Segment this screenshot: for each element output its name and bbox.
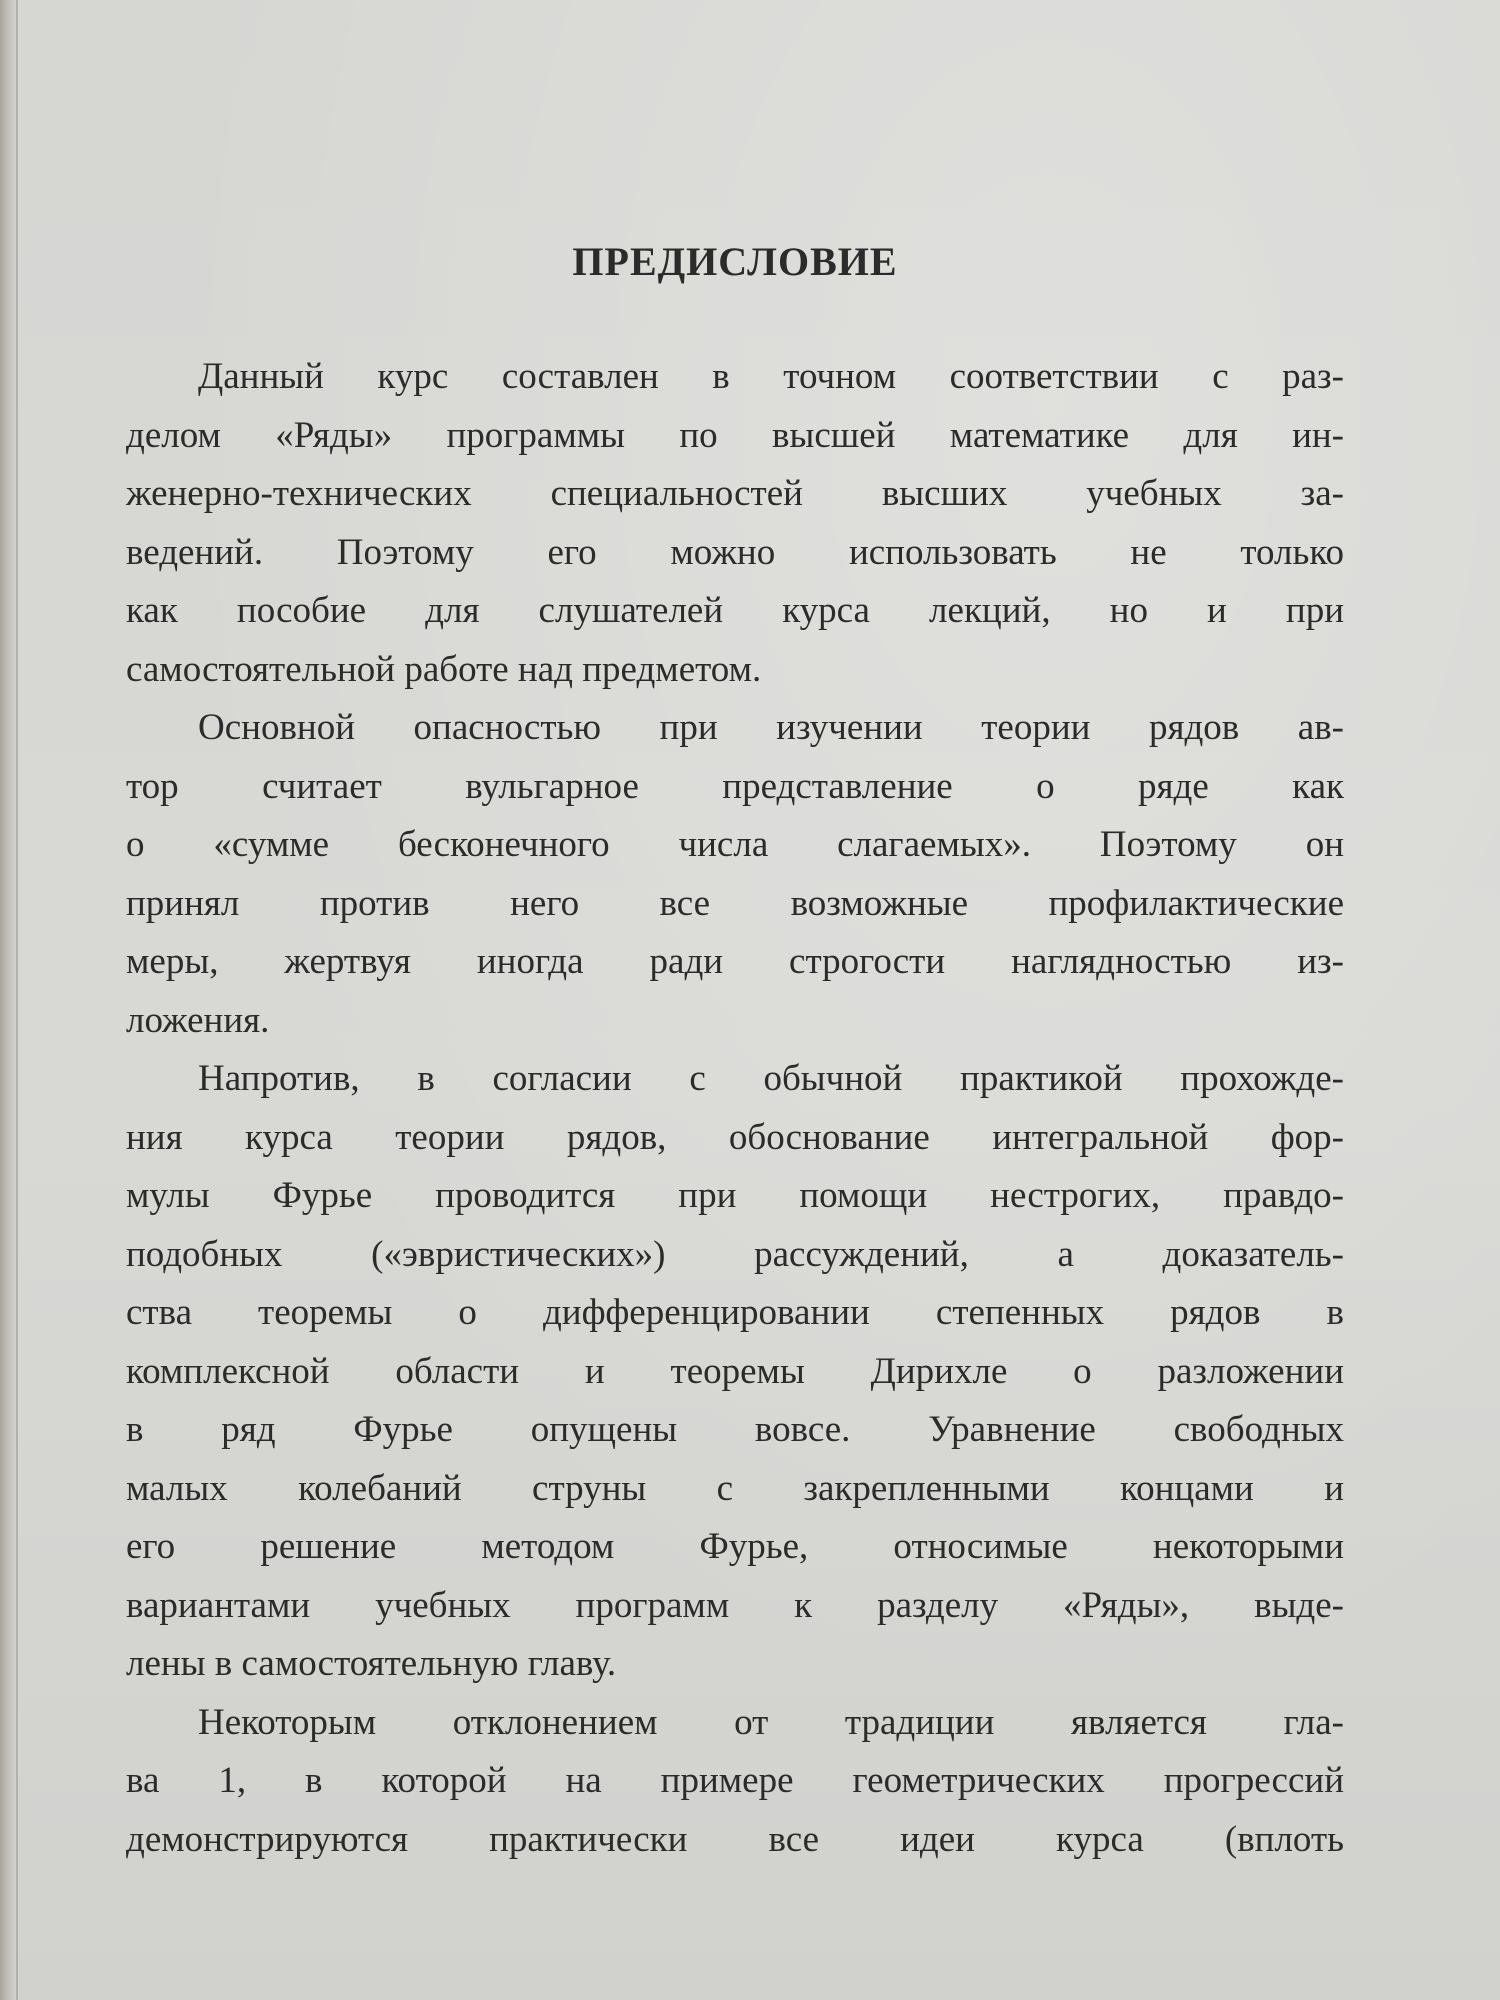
page-text-block: [126, 240, 1344, 1869]
paragraph-4: [126, 1694, 1344, 1870]
paragraph-3: [126, 1050, 1344, 1694]
text-line: демонстрируются практически все идеи курса (вплоть: [126, 1818, 1344, 1860]
text-line: ведений. Поэтому его можно использовать не только: [126, 531, 1344, 573]
text-line: Напротив, в согласии с обычной практикой прохожде-: [198, 1058, 1344, 1099]
paragraph-2: [126, 699, 1344, 1050]
page-title: ПРЕДИСЛОВИЕ: [572, 239, 898, 284]
text-line: ложения.: [126, 999, 270, 1041]
text-line: ства теоремы о дифференцировании степенных рядов в: [126, 1292, 1344, 1333]
text-line: Основной опасностью при изучении теории рядов ав-: [198, 707, 1344, 748]
text-line: лены в самостоятельную главу.: [126, 1643, 617, 1684]
text-line: о «сумме бесконечного числа слагаемых». Поэтому он: [126, 824, 1344, 865]
page-gutter-line: [16, 0, 18, 2000]
text-line: тор считает вульгарное представление о ряде как: [126, 765, 1344, 807]
text-line: принял против него все возможные профилактические: [126, 882, 1344, 924]
text-line: мулы Фурье проводится при помощи нестрогих, правдо-: [126, 1175, 1344, 1216]
text-line: малых колебаний струны с закрепленными концами и: [126, 1467, 1344, 1509]
text-line: меры, жертвуя иногда ради строгости наглядностью из-: [126, 941, 1344, 982]
text-line: подобных («эвристических») рассуждений, а доказатель-: [126, 1233, 1344, 1275]
text-line: комплексной области и теоремы Дирихле о разложении: [126, 1350, 1344, 1392]
text-line: делом «Ряды» программы по высшей математике для ин-: [126, 414, 1344, 456]
text-line: женерно-технических специальностей высших учебных за-: [126, 473, 1344, 514]
text-line: Некоторым отклонением от традиции является гла-: [198, 1701, 1344, 1743]
text-line: в ряд Фурье опущены вовсе. Уравнение свободных: [126, 1409, 1344, 1450]
text-line: Данный курс составлен в точном соответствии с раз-: [198, 356, 1344, 397]
text-line: вариантами учебных программ к разделу «Ряды», выде-: [126, 1584, 1344, 1626]
text-line: самостоятельной работе над предметом.: [126, 648, 762, 690]
text-line: его решение методом Фурье, относимые некоторыми: [126, 1526, 1344, 1567]
book-binding-edge: [0, 0, 16, 2000]
text-line: как пособие для слушателей курса лекций, но и при: [126, 590, 1344, 631]
text-line: ва 1, в которой на примере геометрических прогрессий: [126, 1760, 1344, 1801]
paragraph-1: [126, 348, 1344, 699]
text-line: ния курса теории рядов, обоснование интегральной фор-: [126, 1116, 1344, 1158]
